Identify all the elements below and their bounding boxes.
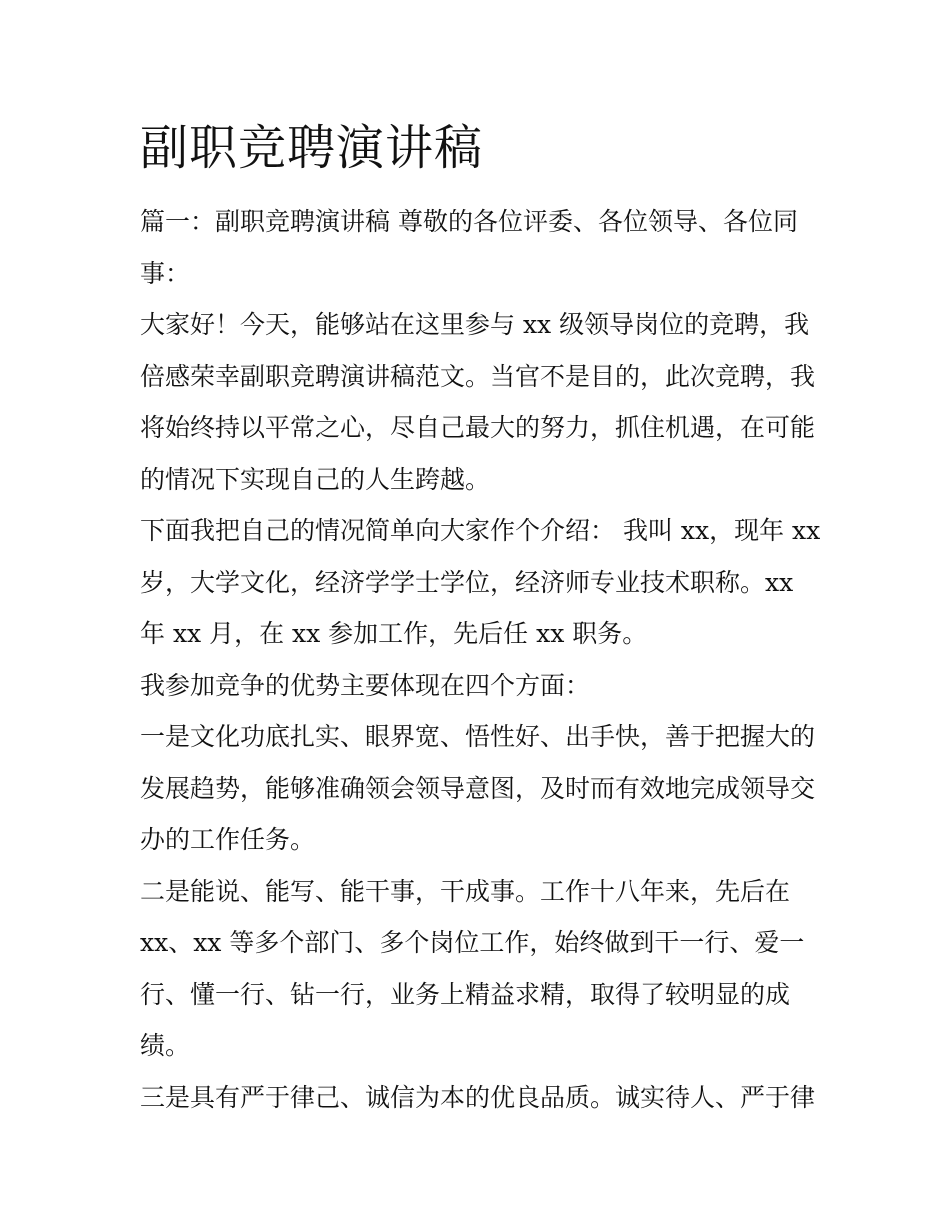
paragraph-advantages-intro — [140, 660, 820, 712]
text-line: 大家好！今天，能够站在这里参与 xx 级领导岗位的竞聘，我 — [140, 310, 810, 339]
paragraph-advantage-three — [140, 1072, 820, 1124]
paragraph-advantage-one — [140, 711, 820, 866]
text-line: 发展趋势，能够准确领会领导意图，及时而有效地完成领导交 — [140, 773, 816, 803]
text-line: 下面我把自己的情况简单向大家作个介绍： 我叫 xx，现年 xx — [140, 516, 821, 545]
text-line: 的情况下实现自己的人生跨越。 — [140, 464, 491, 494]
paragraph-advantage-two — [140, 866, 820, 1072]
document-body — [140, 196, 820, 1123]
text-line: 事： — [140, 258, 191, 288]
text-line: 年 xx 月，在 xx 参加工作，先后任 xx 职务。 — [140, 619, 648, 648]
text-line: 将始终持以平常之心，尽自己最大的努力，抓住机遇，在可能 — [140, 413, 816, 442]
paragraph-introduction — [140, 505, 820, 660]
text-line: 一是文化功底扎实、眼界宽、悟性好、出手快，善于把握大的 — [140, 722, 816, 751]
text-line: 岁，大学文化，经济学学士学位，经济师专业技术职称。xx — [140, 567, 794, 597]
text-line: 绩。 — [140, 1031, 191, 1060]
text-line: 我参加竞争的优势主要体现在四个方面： — [140, 670, 591, 700]
text-line: 二是能说、能写、能干事，干成事。工作十八年来，先后在 — [140, 876, 791, 906]
text-line: 篇一：副职竞聘演讲稿 尊敬的各位评委、各位领导、各位同 — [140, 207, 798, 236]
text-line: 行、懂一行、钻一行，业务上精益求精，取得了较明显的成 — [140, 979, 791, 1009]
text-line: 办的工作任务。 — [140, 825, 316, 854]
paragraph-greeting — [140, 299, 820, 505]
text-line: 三是具有严于律己、诚信为本的优良品质。诚实待人、严于律 — [140, 1082, 816, 1112]
document-title: 副职竞聘演讲稿 — [140, 120, 484, 176]
text-line: 倍感荣幸副职竞聘演讲稿范文。当官不是目的，此次竞聘，我 — [140, 361, 816, 391]
paragraph-salutation — [140, 196, 820, 299]
text-line: xx、xx 等多个部门、多个岗位工作，始终做到干一行、爱一 — [140, 928, 805, 957]
